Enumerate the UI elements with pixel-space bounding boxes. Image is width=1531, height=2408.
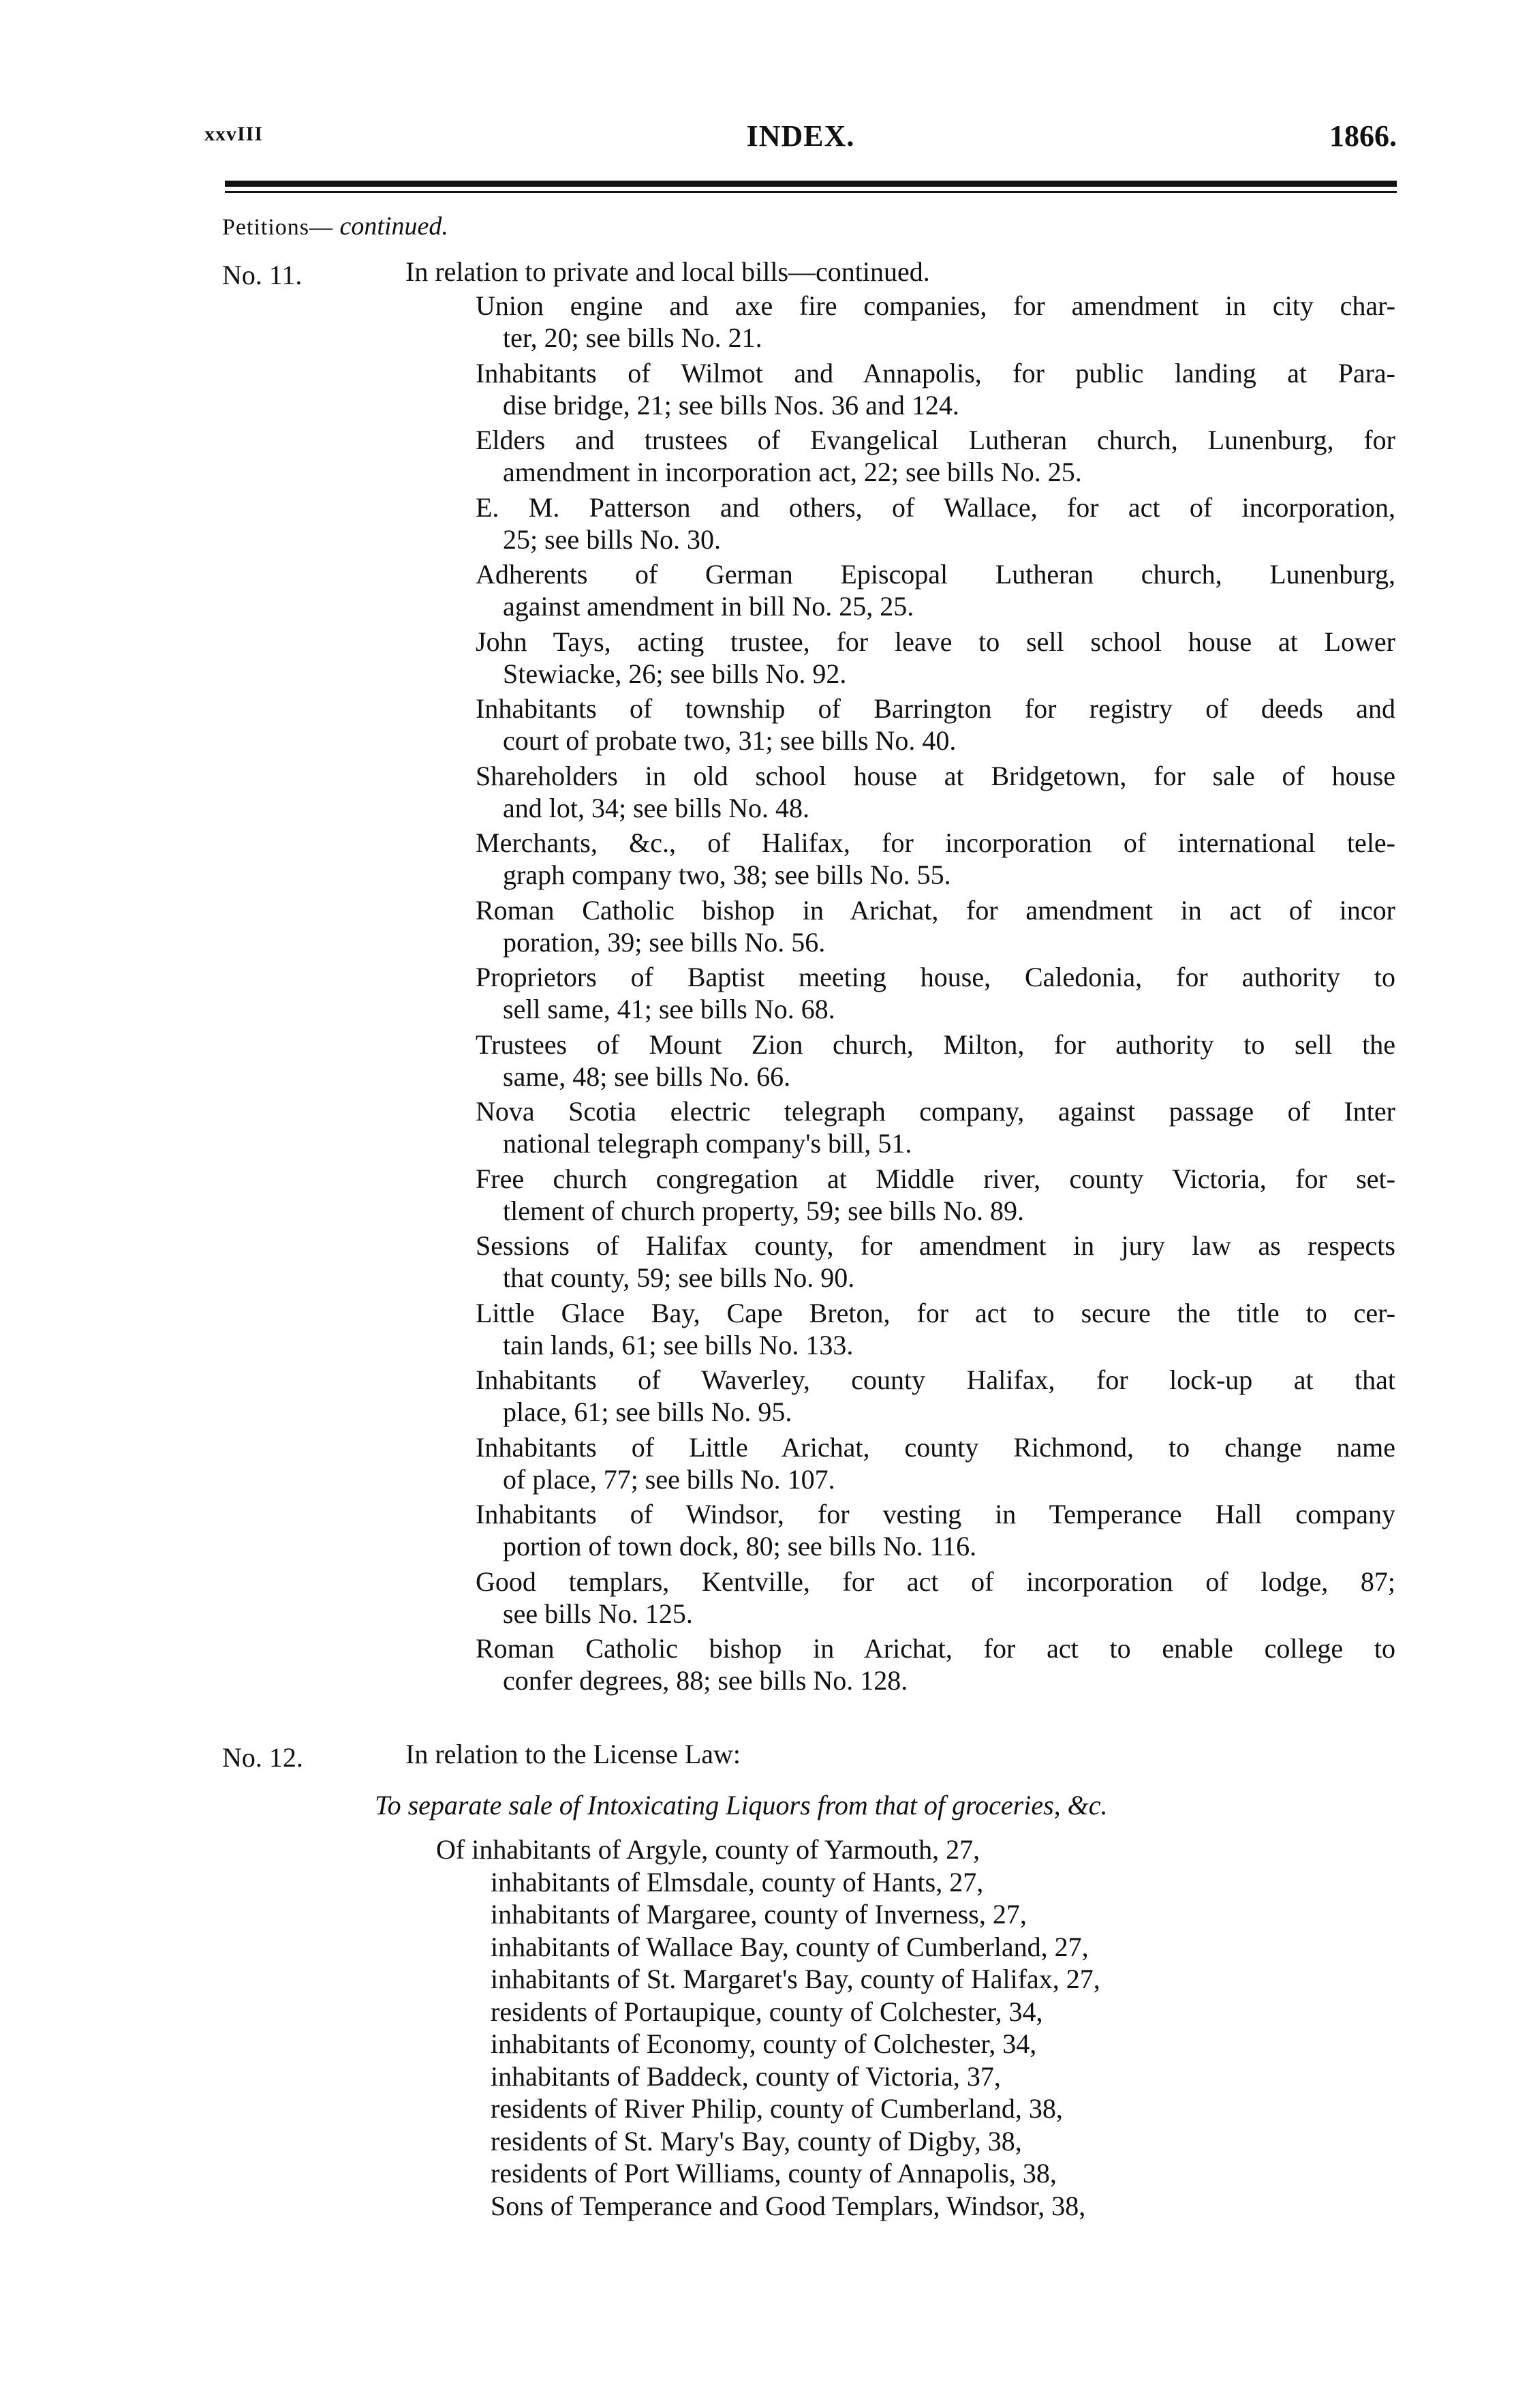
bill-entry-line-1: Sessions of Halifax county, for amendment in jury law as respects	[476, 1230, 1395, 1261]
bill-entry-line-2: 25; see bills No. 30.	[503, 523, 721, 555]
bill-entry	[476, 1566, 1395, 1630]
bill-entry-line-2: against amendment in bill No. 25, 25.	[503, 591, 914, 622]
bill-entry-line-1: E. M. Patterson and others, of Wallace, for act of incorporation,	[476, 491, 1395, 523]
bill-entry-line-2: dise bridge, 21; see bills Nos. 36 and 124.	[503, 389, 959, 421]
license-petition-item: inhabitants of Margaree, county of Inverness, 27,	[491, 1899, 1027, 1930]
bill-entry-line-2: tlement of church property, 59; see bills No. 89.	[503, 1195, 1024, 1226]
bill-entry-line-2: portion of town dock, 80; see bills No. 116.	[503, 1531, 977, 1561]
bill-entry-line-2: that county, 59; see bills No. 90.	[503, 1262, 855, 1293]
bill-entry-line-1: Inhabitants of Windsor, for vesting in Temperance Hall company	[476, 1499, 1395, 1529]
bill-entry	[476, 1364, 1395, 1428]
bill-entry-line-1: Inhabitants of township of Barrington for registry of deeds and	[476, 693, 1395, 724]
bill-entry-line-2: of place, 77; see bills No. 107.	[503, 1463, 835, 1495]
page-header	[204, 119, 1397, 164]
bill-entry	[476, 1230, 1395, 1294]
bill-entry-line-2: confer degrees, 88; see bills No. 128.	[503, 1665, 908, 1696]
section-heading	[222, 211, 448, 241]
bill-entry	[476, 290, 1395, 354]
license-subheading: To separate sale of Intoxicating Liquors from that of groceries, &c.	[375, 1790, 1108, 1820]
bill-entry-line-1: Roman Catholic bishop in Arichat, for amendment in act of incor	[476, 894, 1395, 926]
license-petition-item: inhabitants of St. Margaret's Bay, county of Halifax, 27,	[491, 1964, 1100, 1994]
bill-entry-line-1: Elders and trustees of Evangelical Lutheran church, Lunenburg, for	[476, 425, 1395, 455]
bill-entry	[476, 1095, 1395, 1159]
bill-entry-line-2: see bills No. 125.	[503, 1598, 693, 1629]
page-title: INDEX.	[746, 119, 855, 153]
bill-entry	[476, 424, 1395, 488]
bill-entry-line-1: Inhabitants of Little Arichat, county Richmond, to change name	[476, 1431, 1395, 1463]
item-number-12: No. 12.	[222, 1742, 303, 1773]
item-number-11: No. 11.	[222, 260, 303, 290]
bill-entry-line-1: Nova Scotia electric telegraph company, against passage of Inter	[476, 1096, 1395, 1127]
bill-entry-line-1: Inhabitants of Waverley, county Halifax, for lock-up at that	[476, 1365, 1395, 1395]
bill-entry-line-1: Inhabitants of Wilmot and Annapolis, for public landing at Para-	[476, 357, 1395, 388]
bill-entry	[476, 827, 1395, 891]
bill-entry	[476, 357, 1395, 421]
bill-entry	[476, 1431, 1395, 1495]
license-petition-item: residents of St. Mary's Bay, county of Digby, 38,	[491, 2125, 1022, 2156]
bill-entry	[476, 1297, 1395, 1361]
bill-entry-line-2: poration, 39; see bills No. 56.	[503, 926, 826, 958]
bill-entry-line-2: court of probate two, 31; see bills No. 40.	[503, 725, 957, 756]
bill-entry-line-2: and lot, 34; see bills No. 48.	[503, 792, 809, 823]
bill-entry-line-2: amendment in incorporation act, 22; see bills No. 25.	[503, 457, 1082, 487]
bill-entry	[476, 760, 1395, 824]
bill-entry-line-1: Merchants, &c., of Halifax, for incorporation of international tele-	[476, 827, 1395, 858]
bill-entry	[476, 894, 1395, 958]
bill-entry-line-1: Trustees of Mount Zion church, Milton, for authority to sell the	[476, 1028, 1395, 1060]
license-petition-item: Sons of Temperance and Good Templars, Windsor, 38,	[491, 2190, 1086, 2221]
bill-entry-line-1: Little Glace Bay, Cape Breton, for act to secure the title to cer-	[476, 1297, 1395, 1328]
bill-entry-line-2: same, 48; see bills No. 66.	[503, 1061, 791, 1092]
license-petition-item: residents of Port Williams, county of Annapolis, 38,	[491, 2158, 1057, 2189]
bill-entry-line-1: John Tays, acting trustee, for leave to sell school house at Lower	[476, 626, 1395, 657]
bill-entry	[476, 1028, 1395, 1093]
license-petition-list	[436, 1833, 1100, 2222]
bill-entry-line-1: Good templars, Kentville, for act of incorporation of lodge, 87;	[476, 1566, 1395, 1597]
license-petition-item: inhabitants of Economy, county of Colchester, 34,	[491, 2028, 1037, 2059]
item-12-heading: In relation to the License Law:	[405, 1739, 741, 1769]
license-petition-item: residents of Portaupique, county of Colchester, 34,	[491, 1996, 1043, 2027]
bill-entry	[476, 1163, 1395, 1227]
bill-entry-line-1: Union engine and axe fire companies, for amendment in city char-	[476, 290, 1395, 321]
bill-entry	[476, 692, 1395, 757]
license-petition-first: Of inhabitants of Argyle, county of Yarmouth, 27,	[436, 1834, 980, 1865]
bill-entry	[476, 1498, 1395, 1562]
bill-entry-line-1: Free church congregation at Middle river, county Victoria, for set-	[476, 1163, 1395, 1194]
license-petition-item: inhabitants of Wallace Bay, county of Cumberland, 27,	[491, 1931, 1089, 1962]
bill-entry	[476, 626, 1395, 690]
bill-entry-line-2: sell same, 41; see bills No. 68.	[503, 994, 835, 1024]
bill-entry	[476, 1632, 1395, 1696]
bill-entry-line-2: tain lands, 61; see bills No. 133.	[503, 1329, 854, 1360]
section-title: Petitions—	[222, 215, 334, 240]
bill-entry-line-1: Roman Catholic bishop in Arichat, for act to enable college to	[476, 1633, 1395, 1664]
page-year: 1866.	[1329, 119, 1397, 153]
bill-entry-line-2: ter, 20; see bills No. 21.	[503, 322, 762, 353]
license-petition-item: inhabitants of Elmsdale, county of Hants, 27,	[491, 1866, 984, 1898]
bill-entry-line-1: Proprietors of Baptist meeting house, Caledonia, for authority to	[476, 962, 1395, 992]
bill-entry	[476, 961, 1395, 1025]
bill-entry-line-2: place, 61; see bills No. 95.	[503, 1397, 792, 1427]
license-petition-item: residents of River Philip, county of Cumberland, 38,	[491, 2093, 1063, 2124]
item-11-heading: In relation to private and local bills—continued.	[405, 256, 930, 287]
bill-entry-line-1: Shareholders in old school house at Bridgetown, for sale of house	[476, 760, 1395, 791]
page-number: xxvIII	[204, 123, 264, 145]
bill-entry-line-2: national telegraph company's bill, 51.	[503, 1128, 912, 1159]
bill-entry-line-2: Stewiacke, 26; see bills No. 92.	[503, 658, 847, 689]
license-petition-items	[436, 1866, 1100, 2223]
bill-entry	[476, 558, 1395, 622]
header-rule-thin	[225, 191, 1397, 193]
section-continued: continued.	[339, 212, 448, 241]
header-rule-thick	[225, 181, 1397, 187]
bill-entry-line-2: graph company two, 38; see bills No. 55.	[503, 859, 951, 890]
bill-entry-line-1: Adherents of German Episcopal Lutheran church, Lunenburg,	[476, 559, 1395, 590]
license-petition-item: inhabitants of Baddeck, county of Victoria, 37,	[491, 2060, 1001, 2092]
bill-entry	[476, 491, 1395, 555]
